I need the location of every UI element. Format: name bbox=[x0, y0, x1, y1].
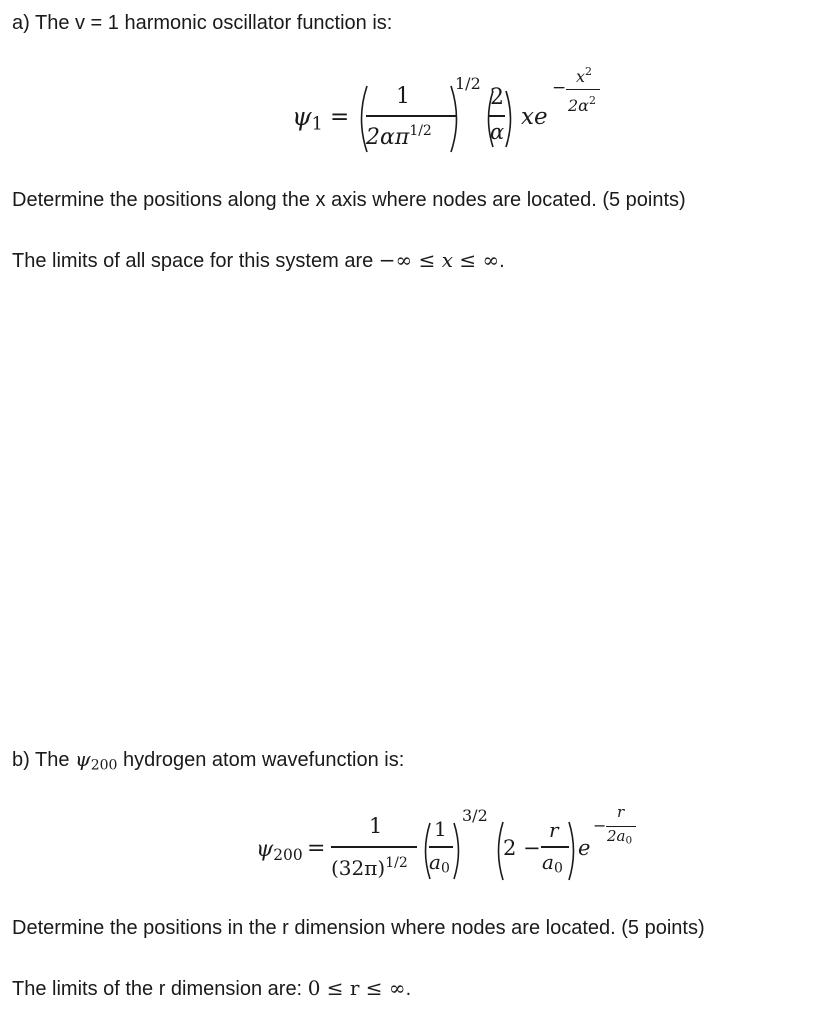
frac3-denominator: $a_0$ bbox=[542, 850, 563, 877]
xe-term: xe bbox=[521, 104, 548, 130]
part-a-limits-math: −∞ ≤ x ≤ ∞ bbox=[378, 248, 500, 272]
exp-denominator: $2\alpha^2$ bbox=[568, 94, 596, 115]
frac1-denominator: $(32\pi)^{1/2}$ bbox=[331, 855, 408, 880]
part-b-limits: The limits of the r dimension are: 0 ≤ r ≤ ∞. bbox=[12, 976, 412, 1000]
exp-numerator: $x^2$ bbox=[576, 65, 593, 86]
e-base: e bbox=[578, 836, 591, 860]
two-minus: 2 − bbox=[503, 836, 541, 860]
psi-inline: $\psi_{200}$ bbox=[75, 747, 118, 774]
psi200-symbol: $\psi_{200}$ bbox=[256, 837, 303, 864]
exp-denominator: $2a_0$ bbox=[607, 827, 633, 847]
part-a-intro: a) The v = 1 harmonic oscillator function is: bbox=[12, 12, 393, 34]
frac2-bar bbox=[429, 846, 453, 848]
frac2-denominator: α bbox=[490, 120, 505, 144]
equals-sign: = bbox=[307, 836, 326, 861]
outer-exponent: 3/2 bbox=[462, 806, 488, 825]
psi-symbol: $\psi_1$ bbox=[292, 102, 323, 135]
frac1-bar bbox=[331, 846, 417, 848]
part-b-question: Determine the positions in the r dimension where nodes are located. (5 points) bbox=[12, 917, 705, 939]
frac2-numerator: 2 bbox=[490, 85, 504, 110]
part-a-question: Determine the positions along the x axis where nodes are located. (5 points) bbox=[12, 189, 686, 211]
frac3-bar bbox=[541, 846, 569, 848]
frac1-numerator: 1 bbox=[369, 814, 383, 838]
frac1-denominator: $2\alpha\pi^{1/2}$ bbox=[366, 123, 432, 150]
outer-exponent: 1/2 bbox=[455, 74, 481, 93]
frac2-numerator: 1 bbox=[434, 817, 447, 841]
frac3-numerator: r bbox=[549, 818, 559, 842]
exp-minus-sign: − bbox=[552, 78, 567, 98]
part-b-limits-math: 0 ≤ r ≤ ∞ bbox=[307, 976, 406, 1000]
frac1-numerator: 1 bbox=[396, 84, 410, 109]
frac2-denominator: $a_0$ bbox=[429, 850, 450, 877]
exp-minus-sign: − bbox=[593, 816, 607, 835]
exp-numerator: r bbox=[617, 803, 625, 821]
equals-sign: = bbox=[330, 104, 350, 130]
right-paren-1 bbox=[451, 821, 465, 881]
part-a-limits: The limits of all space for this system are −∞ ≤ x ≤ ∞. bbox=[12, 248, 505, 272]
part-b-intro: b) The $\psi_{200}$ hydrogen atom wavefunction is: bbox=[12, 747, 405, 774]
